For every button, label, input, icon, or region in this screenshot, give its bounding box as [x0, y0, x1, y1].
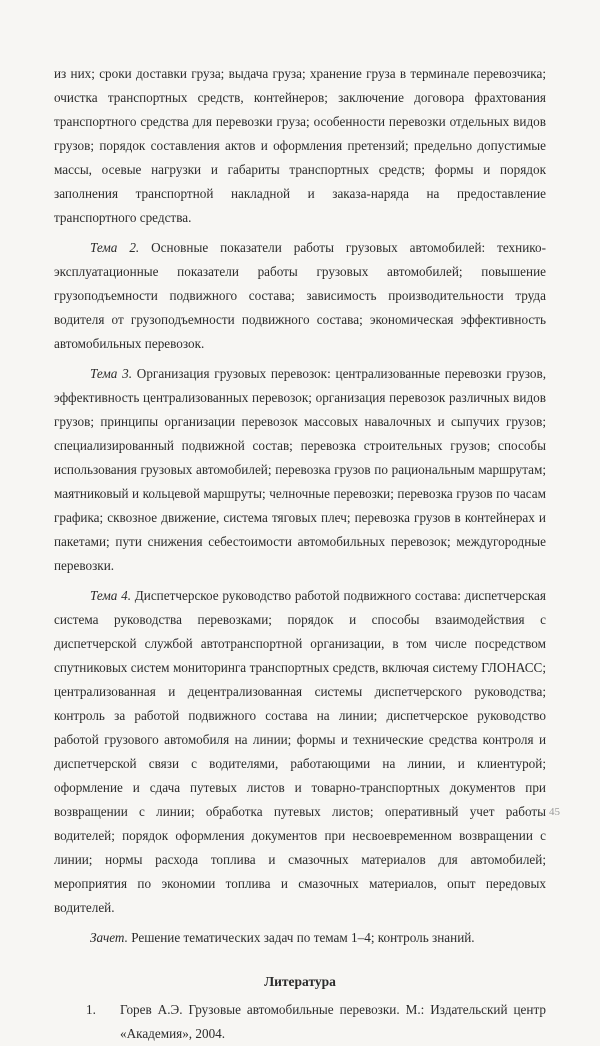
literature-heading: Литература [264, 974, 336, 989]
exam-paragraph [54, 926, 546, 950]
topic-3-label: Тема 3. [90, 366, 133, 381]
page-number: 45 [549, 806, 560, 818]
topic-2-paragraph [54, 236, 546, 356]
topic-2-label: Тема 2. [90, 240, 140, 255]
topic-4-text: Диспетчерское руководство работой подвижного состава: диспетчерская система руководства перевозками; порядок и способы взаимодействия с диспетчерской службой автотранспортной организации, в том числе посредством спутниковых систем мониторинга транспортных средств, включая систему ГЛОНАСС; централизованная и децентрализованная системы диспетчерского руководства; контроль за работой подвижного состава на линии; диспетчерское руководство работой грузового автомобиля на линии; формы и технические средства контроля и диспетчерской связи с водителями, работающими на линии, и клиентурой; оформление и сдача путевых листов и товарно-транспортных документов при возвращении с линии; обработка путевых листов; оперативный учет работы водителей; порядок оформления документов при несвоевременном возвращении с линии; нормы расхода топлива и смазочных материалов для автомобилей; мероприятия по экономии топлива и смазочных материалов, опыт передовых водителей. [54, 588, 546, 915]
page-content [54, 62, 546, 1046]
literature-item-number: 1. [86, 1002, 96, 1017]
topic-2-text: Основные показатели работы грузовых автомобилей: технико-эксплуатационные показатели работы грузовых автомобилей; повышение грузоподъемности подвижного состава; зависимость производительности труда водителя от грузоподъемности подвижного состава; экономическая эффективность автомобильных перевозок. [54, 240, 546, 351]
exam-label: Зачет. [90, 930, 128, 945]
literature-item-text: Горев А.Э. Грузовые автомобильные перевозки. М.: Издательский центр «Академия», 2004. [120, 1002, 546, 1041]
topic-4-paragraph [54, 584, 546, 920]
literature-item [54, 998, 546, 1046]
topic-3-paragraph [54, 362, 546, 578]
topic-4-label: Тема 4. [90, 588, 132, 603]
exam-text: Решение тематических задач по темам 1–4; контроль знаний. [127, 930, 475, 945]
topic-3-text: Организация грузовых перевозок: централизованные перевозки грузов, эффективность централизованных перевозок; организация перевозок различных видов грузов; принципы организации перевозок массовых навалочных и сыпучих грузов; специализированный подвижной состав; перевозка строительных грузов; способы использования грузовых автомобилей; перевозка грузов по рациональным маршрутам; маятниковый и кольцевой маршруты; челночные перевозки; перевозка грузов по часам графика; сквозное движение, система тяговых плеч; перевозка грузов в контейнерах и пакетами; пути снижения себестоимости автомобильных перевозок; междугородные перевозки. [54, 366, 546, 573]
intro-paragraph: из них; сроки доставки груза; выдача груза; хранение груза в терминале перевозчика; очистка транспортных средств, контейнеров; заключение договора фрахтования транспортного средства для перевозки груза; особенности перевозки отдельных видов грузов; порядок составления актов и оформления претензий; предельно допустимые массы, осевые нагрузки и габариты транспортных средств; формы и порядок заполнения транспортной накладной и заказа-наряда на предоставление транспортного средства. [54, 66, 546, 225]
